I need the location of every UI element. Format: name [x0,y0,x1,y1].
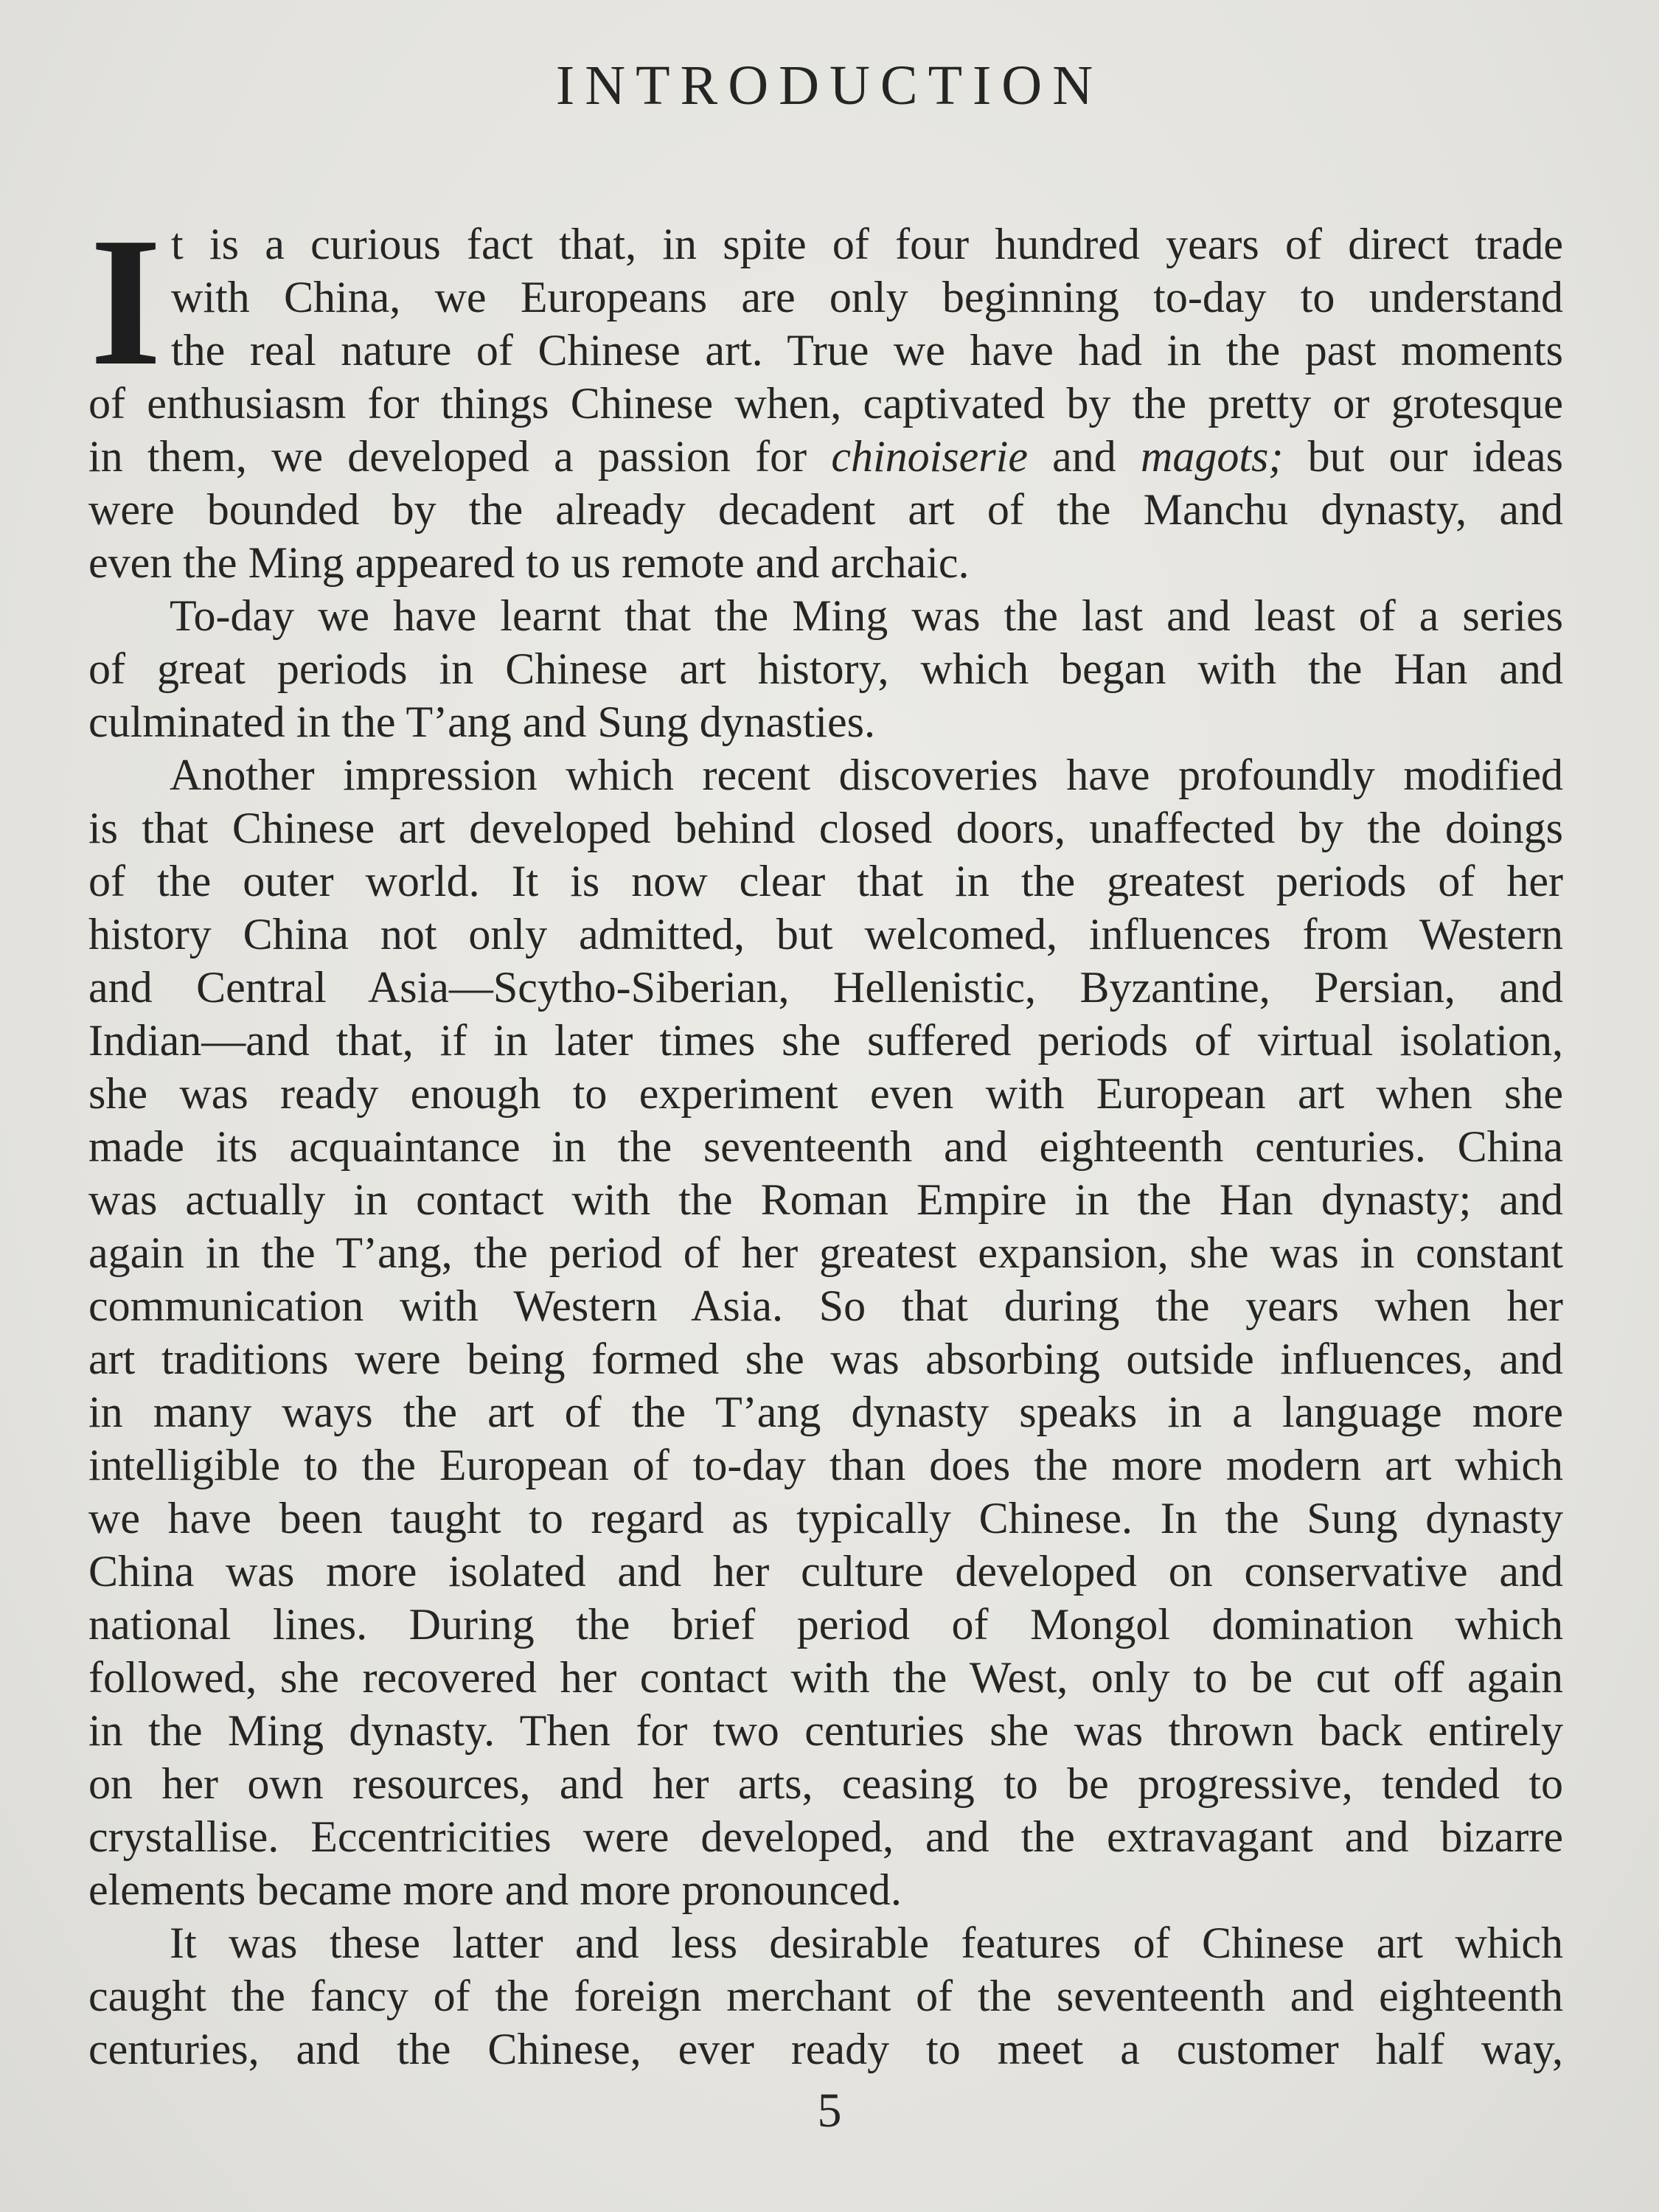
text-line: of enthusiasm for things Chinese when, captivated by the pretty or grotesque [88,379,1563,428]
text-line: with China, we Europeans are only beginning to-day to understand [171,273,1563,321]
text-line: China was more isolated and her culture developed on conservative and [88,1547,1563,1596]
text-line: made its acquaintance in the seventeenth and eighteenth centuries. China [88,1122,1563,1171]
text-line: It was these latter and less desirable features of Chinese art which [170,1919,1563,1967]
text-line: of great periods in Chinese art history, which began with the Han and [88,644,1563,693]
text-line: caught the fancy of the foreign merchant of the seventeenth and eighteenth [88,1972,1563,2020]
text-line: culminated in the T’ang and Sung dynasties. [88,698,876,746]
text-line: communication with Western Asia. So that during the years when her [88,1281,1563,1330]
text-line: Another impression which recent discoveries have profoundly modified [170,751,1563,799]
text-line: is that Chinese art developed behind closed doors, unaffected by the doings [88,804,1563,852]
text-line: centuries, and the Chinese, ever ready to meet a customer half way, [88,2025,1563,2073]
text-line: history China not only admitted, but welcomed, influences from Western [88,910,1563,959]
page-title: INTRODUCTION [555,55,1104,116]
text-line: and Central Asia—Scytho-Siberian, Hellenistic, Byzantine, Persian, and [88,963,1563,1012]
italic-term: magots; [1141,432,1284,481]
text-line: crystallise. Eccentricities were developed, and the extravagant and bizarre [88,1812,1563,1861]
text-line: of the outer world. It is now clear that in the greatest periods of her [88,857,1563,905]
text-line: elements became more and more pronounced. [88,1865,902,1914]
text-line: again in the T’ang, the period of her greatest expansion, she was in constant [88,1228,1563,1277]
text-line: t is a curious fact that, in spite of four hundred years of direct trade [171,220,1563,268]
text-line: even the Ming appeared to us remote and archaic. [88,538,970,587]
text-line: in the Ming dynasty. Then for two centuries she was thrown back entirely [88,1706,1563,1755]
drop-cap: I [90,200,162,404]
text-line: intelligible to the European of to-day than does the more modern art which [88,1441,1563,1489]
text-line: To-day we have learnt that the Ming was the last and least of a series [170,591,1563,640]
text-line: on her own resources, and her arts, ceasing to be progressive, tended to [88,1759,1563,1808]
text-line: she was ready enough to experiment even with European art when she [88,1069,1563,1118]
text-line: art traditions were being formed she was absorbing outside influences, and [88,1335,1563,1383]
text-line: Indian—and that, if in later times she suffered periods of virtual isolation, [88,1016,1563,1065]
text-line: the real nature of Chinese art. True we have had in the past moments [171,326,1563,375]
text-line: we have been taught to regard as typically Chinese. In the Sung dynasty [88,1494,1563,1543]
text-line: were bounded by the already decadent art of the Manchu dynasty, and [88,485,1563,534]
italic-term: chinoiserie [831,432,1028,481]
text-line: national lines. During the brief period of Mongol domination which [88,1600,1563,1649]
text-line: in many ways the art of the T’ang dynasty speaks in a language more [88,1388,1563,1436]
text-line: followed, she recovered her contact with the West, only to be cut off again [88,1653,1563,1702]
text-line: was actually in contact with the Roman Empire in the Han dynasty; and [88,1175,1563,1224]
text-line: in them, we developed a passion for chinoiserie and magots; but our ideas [88,432,1563,481]
page-number: 5 [817,2084,842,2138]
